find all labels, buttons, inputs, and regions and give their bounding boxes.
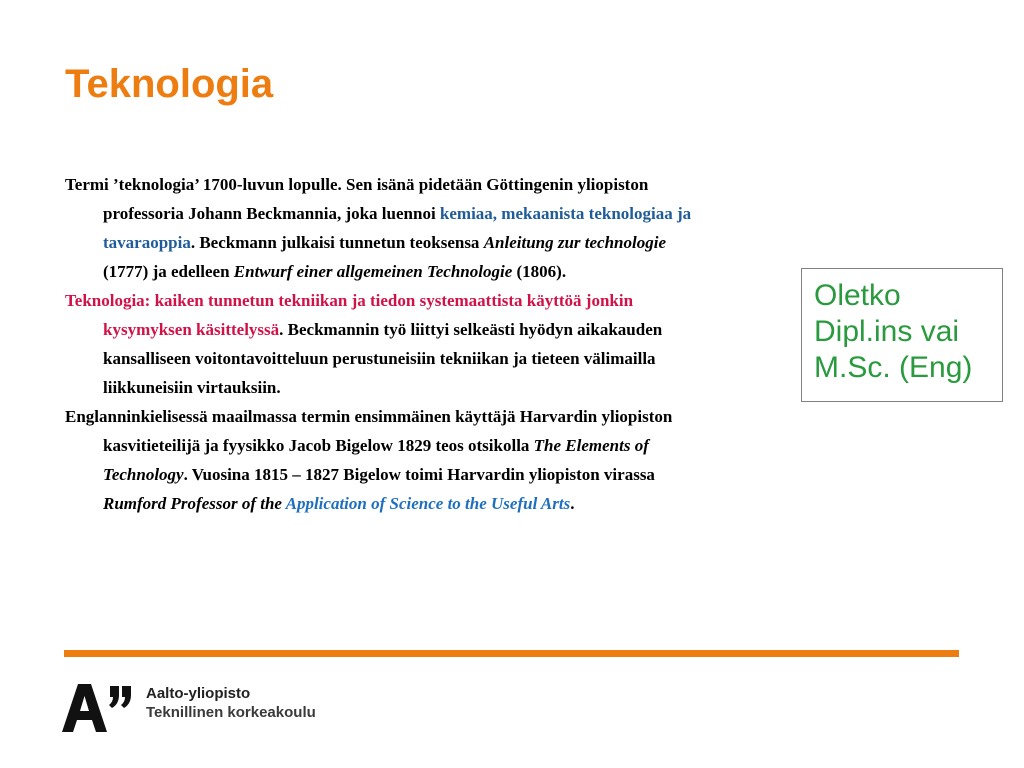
callout-line: M.Sc. (Eng) (814, 351, 973, 384)
text-run: (1777) ja edelleen (103, 262, 234, 281)
professorship-title: Rumford Professor of the (103, 494, 286, 513)
paragraph-definition (65, 286, 715, 402)
aalto-logo-icon (62, 684, 134, 734)
book-title-anleitung: Anleitung zur technologie (483, 233, 667, 252)
footer-divider (64, 650, 959, 657)
slide-body (65, 170, 715, 518)
callout-line: Dipl.ins vai (814, 315, 960, 348)
callout-line: Oletko (814, 279, 901, 312)
slide-title: Teknologia (65, 62, 274, 106)
paragraph-beckmann (65, 170, 715, 286)
university-name: Aalto-yliopisto (146, 685, 251, 702)
highlighted-subjects: kemiaa, mekaanista teknologiaa ja tavaraoppia (103, 204, 692, 252)
text-run: Termi ’teknologia’ 1700-luvun lopulle. Sen isänä pidetään Göttingenin yliopiston professoria Johann Beckmannia, joka luennoi (65, 175, 649, 223)
text-run: . Beckmannin työ liittyi selkeästi hyödyn aikakauden kansalliseen voitontavoitteluun perustuneisiin tekniikan ja tieteen välimailla liikkuneisiin virtauksiin. (103, 320, 663, 397)
book-title-elements: The Elements of Technology (103, 436, 649, 484)
school-name: Teknillinen korkeakoulu (146, 704, 316, 721)
text-run: Englanninkielisessä maailmassa termin ensimmäinen käyttäjä Harvardin yliopiston kasvitieteilijä ja fyysikko Jacob Bigelow 1829 teos otsikolla (65, 407, 673, 455)
text-run: (1806). (512, 262, 567, 281)
logo-text (146, 684, 316, 722)
text-run: . (570, 494, 575, 513)
text-run: . Beckmann julkaisi tunnetun teoksensa (190, 233, 484, 252)
professorship-link[interactable]: Application of Science to the Useful Arts (285, 494, 571, 513)
text-run: . Vuosina 1815 – 1827 Bigelow toimi Harvardin yliopiston virassa (183, 465, 655, 484)
definition-text: Teknologia: kaiken tunnetun tekniikan ja tiedon systemaattista käyttöä jonkin kysymyksen käsittelyssä (65, 291, 634, 339)
callout-box (801, 268, 1003, 402)
paragraph-bigelow (65, 402, 715, 518)
book-title-entwurf: Entwurf einer allgemeinen Technologie (233, 262, 513, 281)
